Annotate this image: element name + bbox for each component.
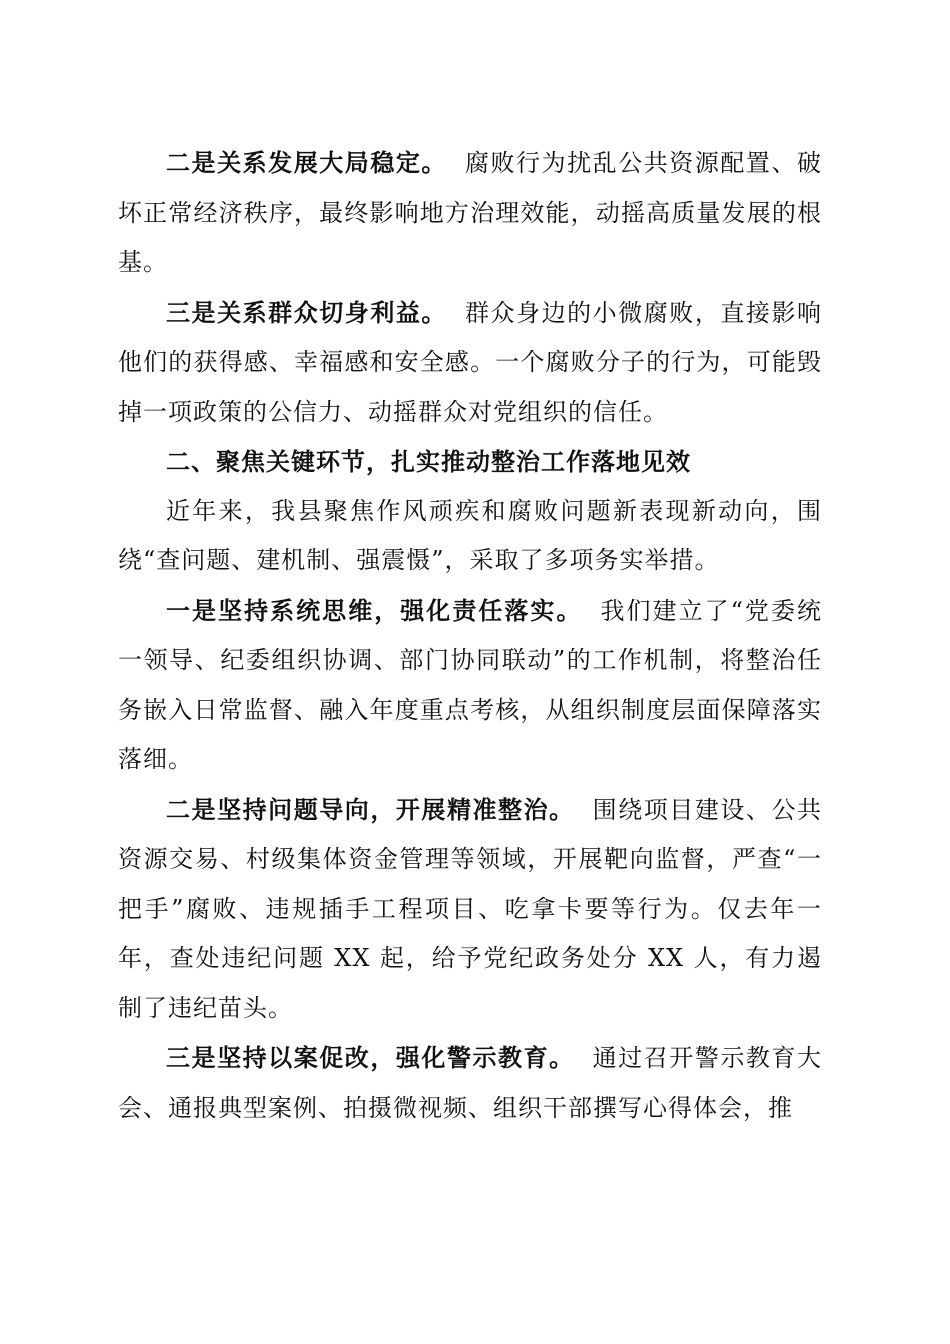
document-body: [118, 138, 822, 1133]
paragraph-lead: 三是关系群众切身利益。: [166, 297, 447, 327]
paragraph-systematic-thinking: [118, 586, 822, 785]
paragraph-lead: 一是坚持系统思维，强化责任落实。: [166, 595, 583, 625]
paragraph-text: 腐败行为扰乱公共资源配置、破坏正常经济秩序，最终影响地方治理效能，动摇高质量发展的根基。: [118, 149, 823, 276]
paragraph-text: 近年来，我县聚焦作风顽疾和腐败问题新表现新动向，围绕“查问题、建机制、强震慑”，采取了多项务实举措。: [118, 496, 822, 574]
paragraph-problem-oriented: [118, 785, 822, 1034]
paragraph-text: 群众身边的小微腐败，直接影响他们的获得感、幸福感和安全感。一个腐败分子的行为，可能毁掉一项政策的公信力、动摇群众对党组织的信任。: [118, 298, 823, 426]
paragraph-text: 我们建立了“党委统一领导、纪委组织协调、部门协同联动”的工作机制，将整治任务嵌入日常监督、融入年度重点考核，从组织制度层面保障落实落细。: [118, 596, 822, 773]
paragraph-lead: 三是坚持以案促改，强化警示教育。: [166, 1043, 575, 1072]
paragraph-intro: [118, 487, 822, 586]
paragraph-text: 围绕项目建设、公共资源交易、村级集体资金管理等领域，开展靶向监督，严查“一把手”腐败、违规插手工程项目、吃拿卡要等行为。仅去年一年，查处违纪问题 XX 起，给予党纪政务处分 XX 人，有力遏制了违纪苗头。: [118, 795, 823, 1022]
paragraph-lead: 二是关系发展大局稳定。: [166, 148, 447, 177]
paragraph-warning-education: [118, 1033, 822, 1133]
section-heading: 二、聚焦关键环节，扎实推动整治工作落地见效: [166, 447, 691, 476]
paragraph-development-stability: [118, 138, 822, 288]
paragraph-text: 通过召开警示教育大会、通报典型案例、拍摄微视频、组织干部撰写心得体会，推: [118, 1044, 823, 1122]
paragraph-lead: 二是坚持问题导向，开展精准整治。: [166, 794, 575, 824]
paragraph-public-interest: [118, 288, 822, 438]
